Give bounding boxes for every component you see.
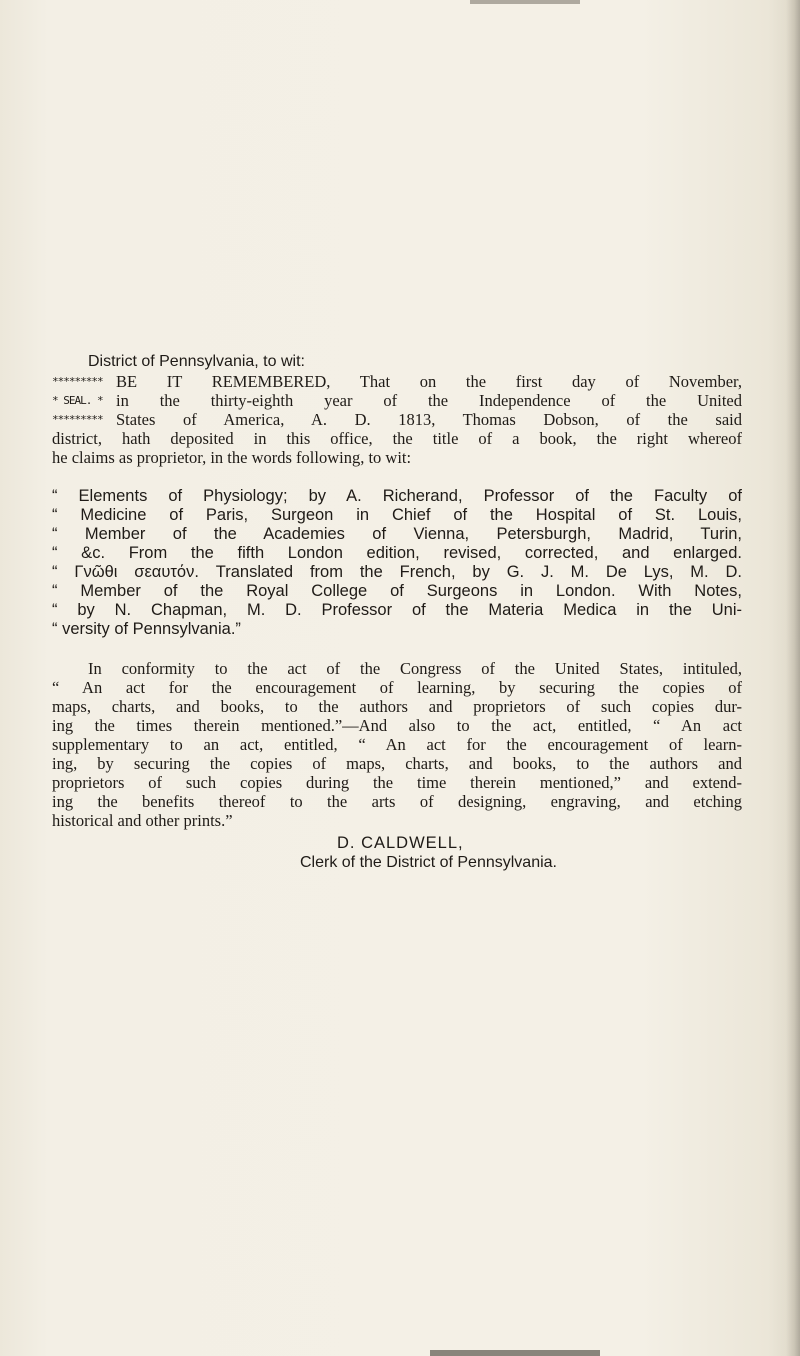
book-title-quote bbox=[52, 487, 742, 639]
act-line: “ An act for the encouragement of learning, by securing the copies of bbox=[52, 678, 742, 697]
title-line: “ versity of Pennsylvania.” bbox=[52, 620, 241, 638]
page-edge-shadow bbox=[786, 0, 800, 1356]
notice-opening bbox=[116, 372, 742, 429]
notice-line: BE IT REMEMBERED, That on the first day of November, bbox=[116, 372, 742, 391]
notice-line: district, hath deposited in this office, the title of a book, the right whereof bbox=[52, 429, 742, 448]
clerk-title: Clerk of the District of Pennsylvania. bbox=[300, 854, 557, 871]
act-line: In conformity to the act of the Congress of the United States, intituled, bbox=[88, 659, 742, 678]
act-line: ing the benefits thereof to the arts of designing, engraving, and etching bbox=[52, 792, 742, 811]
seal-stamp bbox=[52, 372, 116, 429]
title-line: “ Γνῶθι σεαυτόν. Translated from the French, by G. J. M. De Lys, M. D. bbox=[52, 563, 742, 581]
copyright-notice bbox=[52, 352, 742, 872]
act-paragraph bbox=[52, 659, 742, 830]
act-line: maps, charts, and books, to the authors and proprietors of such copies dur- bbox=[52, 697, 742, 716]
notice-line: States of America, A. D. 1813, Thomas Dobson, of the said bbox=[116, 410, 742, 429]
seal-border-top: ********* bbox=[52, 375, 103, 388]
act-line: ing the times therein mentioned.”—And also to the act, entitled, “ An act bbox=[52, 716, 742, 735]
act-line: historical and other prints.” bbox=[52, 811, 233, 830]
seal-block bbox=[52, 372, 742, 429]
seal-label: * SEAL. * bbox=[52, 394, 103, 407]
scan-mark-bottom bbox=[430, 1350, 600, 1356]
district-heading: District of Pennsylvania, to wit: bbox=[88, 353, 305, 370]
notice-line: in the thirty-eighth year of the Independence of the United bbox=[116, 391, 742, 410]
title-line: “ &c. From the fifth London edition, revised, corrected, and enlarged. bbox=[52, 544, 742, 562]
title-line: “ Medicine of Paris, Surgeon in Chief of the Hospital of St. Louis, bbox=[52, 506, 742, 524]
clerk-name: D. CALDWELL, bbox=[337, 834, 464, 852]
seal-border-bottom: ********* bbox=[52, 413, 103, 426]
title-line: “ Member of the Royal College of Surgeons in London. With Notes, bbox=[52, 582, 742, 600]
act-line: proprietors of such copies during the time therein mentioned,” and extend- bbox=[52, 773, 742, 792]
act-line: ing, by securing the copies of maps, charts, and books, to the authors and bbox=[52, 754, 742, 773]
scan-mark-top bbox=[470, 0, 580, 4]
notice-line: he claims as proprietor, in the words following, to wit: bbox=[52, 448, 412, 467]
act-line: supplementary to an act, entitled, “ An act for the encouragement of learn- bbox=[52, 735, 742, 754]
title-line: “ by N. Chapman, M. D. Professor of the Materia Medica in the Uni- bbox=[52, 601, 742, 619]
title-line: “ Member of the Academies of Vienna, Petersburgh, Madrid, Turin, bbox=[52, 525, 742, 543]
title-line: “ Elements of Physiology; by A. Richerand, Professor of the Faculty of bbox=[52, 487, 742, 505]
